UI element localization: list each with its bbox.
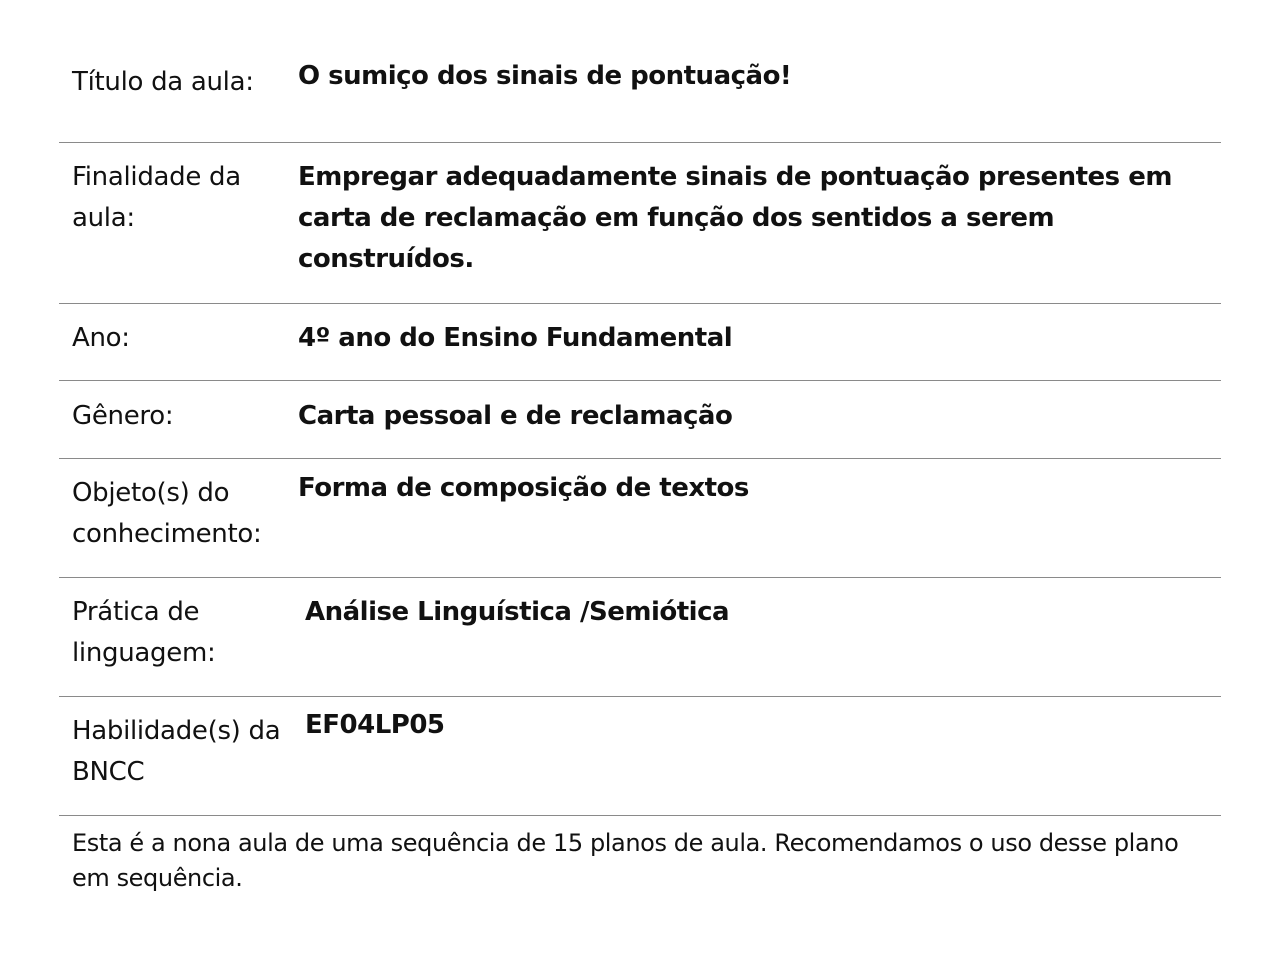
row-lesson-title (59, 52, 1221, 143)
school-year-label: Ano: (72, 323, 130, 353)
row-school-year (59, 304, 1221, 381)
sequence-note: Esta é a nona aula de uma sequência de 15 planos de aula. Recomendamos o uso desse plano em sequência. (72, 829, 1179, 892)
lesson-purpose-value: Empregar adequadamente sinais de pontuação presentes em carta de reclamação em função dos sentidos a serem construídos. (298, 162, 1172, 274)
row-language-practice (59, 578, 1221, 697)
row-genre (59, 381, 1221, 459)
row-knowledge-object (59, 459, 1221, 578)
genre-value: Carta pessoal e de reclamação (298, 401, 733, 431)
bncc-skill-label: Habilidade(s) da BNCC (72, 716, 281, 787)
language-practice-label: Prática de linguagem: (72, 597, 216, 668)
knowledge-object-label: Objeto(s) do conhecimento: (72, 478, 262, 549)
lesson-info-table (59, 52, 1221, 896)
knowledge-object-value: Forma de composição de textos (298, 473, 749, 503)
row-lesson-purpose (59, 143, 1221, 304)
lesson-title-label: Título da aula: (72, 67, 254, 97)
row-bncc-skill (59, 697, 1221, 816)
language-practice-value: Análise Linguística /Semiótica (305, 597, 730, 627)
lesson-title-value: O sumiço dos sinais de pontuação! (298, 61, 792, 91)
bncc-skill-value: EF04LP05 (305, 710, 445, 740)
genre-label: Gênero: (72, 401, 174, 431)
school-year-value: 4º ano do Ensino Fundamental (298, 323, 733, 353)
lesson-purpose-label: Finalidade da aula: (72, 162, 241, 233)
